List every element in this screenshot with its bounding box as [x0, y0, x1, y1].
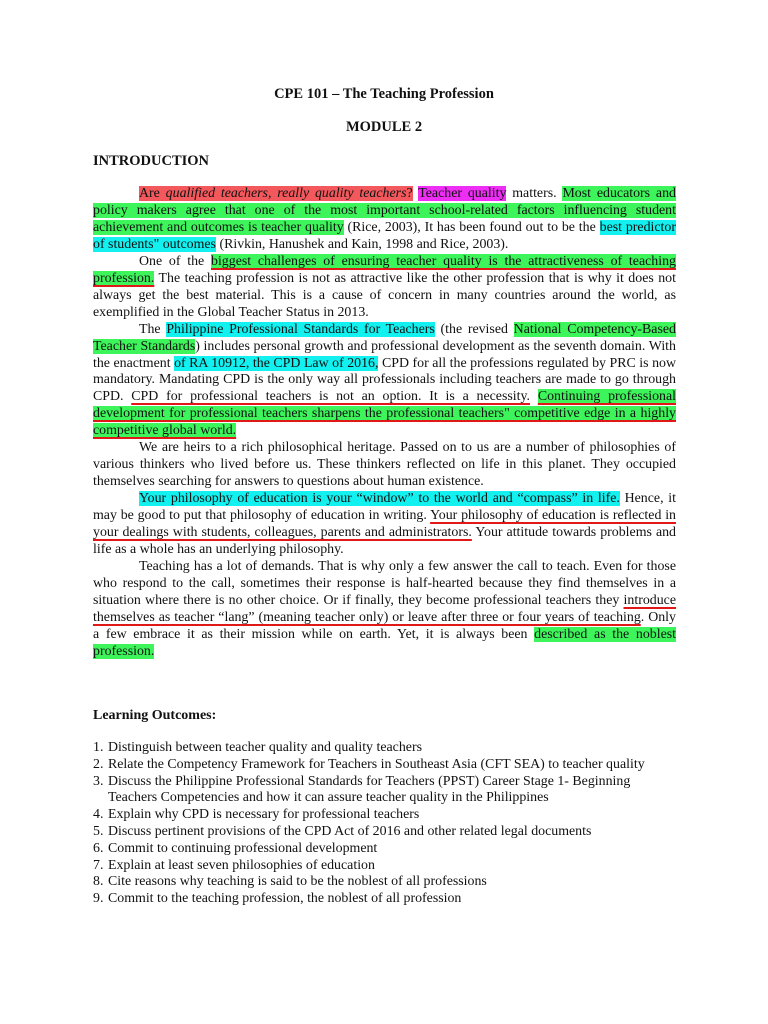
learning-outcome-item [93, 841, 676, 858]
module-title: MODULE 2 [345, 119, 423, 135]
intro-paragraph [93, 322, 676, 441]
course-title: CPE 101 – The Teaching Profession [274, 86, 494, 102]
text-run: Teaching has a lot of demands. That is why only a few answer the call to teach. Even for those who respond to the call, sometimes their response is half-hearted because they find themselves in a situation where there is no other choice. Or if finally, they become professional teachers they [93, 558, 676, 608]
highlighted-text: Your philosophy of education is your “window” to the world and “compass” in life. [139, 491, 620, 507]
learning-outcome-item [93, 757, 676, 774]
outcome-text: Distinguish between teacher quality and quality teachers [108, 740, 422, 755]
text-run [530, 389, 538, 404]
outcome-number: 5. [93, 823, 104, 839]
learning-outcome-item [93, 807, 676, 824]
text-run: Hence, it may be good to put that philosophy of education in writing. [93, 491, 677, 524]
intro-paragraph [93, 491, 676, 559]
underlined-text: Your philosophy of education is reflected in your dealings with students, colleagues, parents and administrators. [93, 508, 676, 541]
outcome-text: Commit to the teaching profession, the noblest of all profession [108, 891, 462, 907]
highlighted-text: qualified teachers, really quality teachers [165, 186, 407, 201]
learning-outcome-item [93, 891, 676, 908]
text-run: (Rivkin, Hanushek and Kain, 1998 and Rice, 2003). [215, 236, 509, 252]
highlighted-text: described as the noblest profession. [93, 626, 676, 659]
text-run: The [139, 321, 167, 337]
learning-outcome-item [93, 874, 676, 891]
outcome-text: Discuss pertinent provisions of the CPD Act of 2016 and other related legal documents [108, 823, 592, 839]
outcome-number: 4. [93, 807, 104, 823]
text-run: (Rice, 2003), It has been found out to be the [343, 219, 600, 235]
learning-outcomes-heading: Learning Outcomes: [93, 708, 217, 723]
learning-outcome-item [93, 740, 676, 757]
outcome-text: Discuss the Philippine Professional Standards for Teachers (PPST) Career Stage 1- Beginning Teachers Competencies and how it can assure teacher quality in the Philippines [108, 773, 631, 806]
text-run: CPD for all the professions regulated by PRC is now mandatory. Mandating CPD is the only way all professionals including teachers are made to go through CPD. [93, 355, 676, 405]
outcome-text: Explain why CPD is necessary for professional teachers [108, 807, 420, 823]
highlighted-text: National Competency-Based Teacher Standards [93, 321, 676, 354]
outcome-text: Commit to continuing professional development [108, 840, 378, 856]
intro-paragraph [93, 186, 676, 254]
intro-paragraph [93, 559, 676, 661]
outcome-text: Explain at least seven philosophies of education [108, 857, 375, 873]
text-run: (the revised [434, 321, 514, 337]
highlighted-text: ? [406, 186, 413, 201]
outcome-text: Cite reasons why teaching is said to be the noblest of all professions [108, 874, 487, 890]
outcome-number: 3. [93, 773, 104, 789]
outcome-text: Relate the Competency Framework for Teachers in Southeast Asia (CFT SEA) to teacher quality [108, 756, 645, 772]
intro-paragraph [93, 254, 676, 322]
introduction-body [93, 186, 676, 661]
learning-outcome-item [93, 858, 676, 875]
learning-outcome-item [93, 774, 676, 808]
text-run: One of the [139, 253, 211, 269]
highlighted-text: of RA 10912, the CPD Law of 2016, [174, 355, 379, 371]
outcome-number: 1. [93, 740, 104, 755]
text-run: The teaching profession is not as attractive like the other profession that is why it does not always get the best material. This is a cause of concern in many countries around the world, as exemplified in the Global Teacher Status in 2013. [93, 270, 676, 320]
highlighted-text: Teacher quality [418, 186, 507, 201]
outcome-number: 2. [93, 756, 104, 772]
learning-outcomes-list [93, 740, 676, 908]
outcome-number: 8. [93, 874, 104, 890]
introduction-heading: INTRODUCTION [93, 153, 210, 169]
text-run: Your attitude towards problems and life as a whole has an underlying philosophy. [93, 525, 676, 558]
outcome-number: 7. [93, 857, 104, 873]
underlined-text: introduce themselves as teacher “lang” (meaning teacher only) or leave after three or four years of teaching [93, 592, 676, 625]
text-run: . Only a few embrace it as their mission while on earth. Yet, it is always been [93, 609, 676, 642]
text-run: We are heirs to a rich philosophical heritage. Passed on to us are a number of philosophies of various thinkers who lived before us. These thinkers reflected on life in this planet. They occupied themselves searching for answers to questions about human existence. [93, 440, 676, 490]
text-run: matters. [506, 186, 563, 201]
highlighted-text: biggest challenges of ensuring teacher quality is the attractiveness of teaching profession. [93, 253, 676, 286]
underlined-text: CPD for professional teachers is not an option. It is a necessity. [131, 389, 531, 405]
highlighted-text: Most educators and policy makers agree that one of the most important school-related factors influencing student achievement and outcomes is teacher quality [93, 186, 676, 235]
outcome-number: 9. [93, 891, 104, 907]
highlighted-text: Are [139, 186, 166, 201]
highlighted-text: best predictor of students" outcomes [93, 219, 676, 252]
intro-paragraph [93, 440, 676, 491]
outcome-number: 6. [93, 840, 104, 856]
highlighted-text: Philippine Professional Standards for Teachers [166, 321, 435, 337]
highlighted-text: Continuing professional development for professional teachers sharpens the professional teachers" competitive edge in a highly competitive global world. [93, 389, 677, 439]
learning-outcome-item [93, 824, 676, 841]
text-run: ) includes personal growth and professional development as the seventh domain. With the enactment [93, 338, 676, 371]
